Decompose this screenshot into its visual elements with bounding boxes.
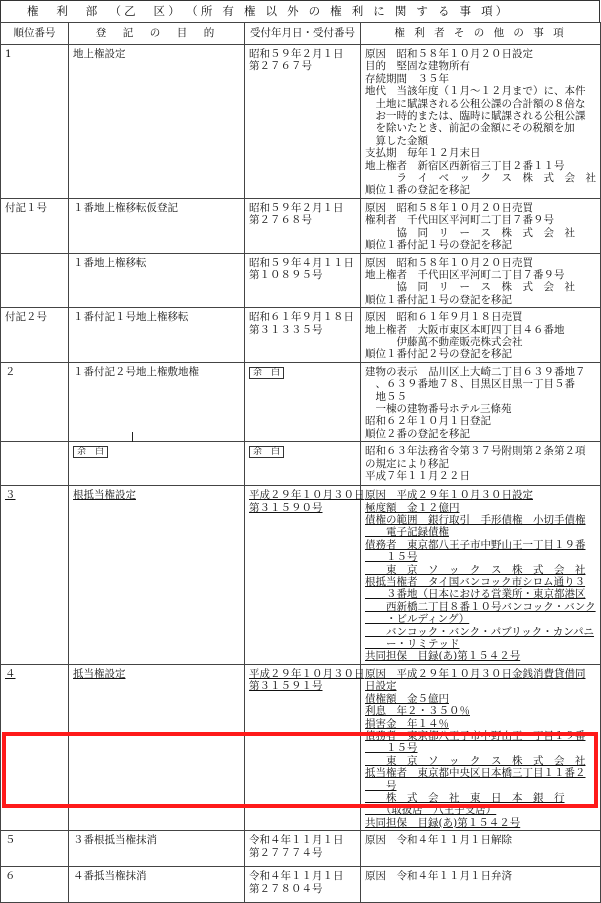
table-row (1, 867, 601, 903)
receipt-number: 第３１５９０号 (249, 501, 323, 514)
detail-line: 地上権者 千代田区平河町二丁目７番９号 (365, 268, 565, 281)
table-row (1, 486, 601, 665)
table-row (1, 831, 601, 867)
rank-cell (1, 664, 69, 830)
cursor-mark (132, 432, 133, 442)
table-row (1, 664, 601, 830)
detail-line: 順位１番付記２号の登記を移記 (365, 348, 512, 361)
detail-line: 抵当権者 東京都中央区日本橋三丁目１１番２ (365, 767, 586, 780)
detail-line: 東 京 ソ ッ ク ス 株 式 会 社 (365, 754, 586, 767)
details-cell (361, 362, 601, 441)
detail-line: 利息 年２・３５０％ (365, 705, 470, 718)
rank-value: ３ (5, 489, 16, 502)
receipt-date: 昭和５９年２月１日 (249, 48, 344, 60)
receipt-cell (245, 198, 361, 253)
rank-cell: 1 (1, 45, 69, 199)
receipt-date: 昭和６１年９月１８日 (249, 311, 354, 324)
detail-line: 原因 昭和５８年１０月２０日設定 (365, 48, 533, 60)
table-row (1, 198, 601, 253)
col-details-header: 権 利 者 そ の 他 の 事 項 (361, 23, 601, 45)
details-cell (361, 198, 601, 253)
receipt-cell (245, 867, 361, 903)
receipt-cell (245, 362, 361, 441)
detail-line: 原因 昭和５８年１０月２０日売買 (365, 201, 533, 214)
receipt-cell (245, 308, 361, 363)
purpose-value: 根抵当権設定 (73, 489, 136, 502)
detail-line: 、６３９番地７８、目黒区目黒一丁目５番 (365, 378, 575, 391)
receipt-number: 第２７６８号 (249, 214, 312, 227)
detail-line: の規定により移記 (365, 457, 449, 470)
detail-line: 原因 令和４年１１月１日弁済 (365, 870, 512, 883)
receipt-date: 昭和５９年４月１１日 (249, 256, 354, 269)
purpose-cell: １番地上権移転 (69, 253, 245, 308)
rank-cell (1, 442, 69, 486)
receipt-cell (245, 831, 361, 867)
detail-line: バンコック・バンク・パブリック・カンパニ (365, 625, 595, 638)
detail-line: 地代 当該年度（１月～１２月まで）に、本件 (365, 85, 586, 98)
blank-tag: 余 白 (249, 367, 284, 379)
details-cell (361, 45, 601, 199)
purpose-cell: １番付記１号地上権移転 (69, 308, 245, 363)
detail-line: 西新橋二丁目８番１０号バンコック・バンク (365, 600, 596, 613)
detail-line: 建物の表示 品川区上大崎二丁目６３９番地７ (365, 365, 586, 378)
blank-tag: 余 白 (73, 446, 108, 458)
purpose-cell: ４番抵当権抹消 (69, 867, 245, 903)
detail-line: 協 同 リ ー ス 株 式 会 社 (365, 281, 575, 294)
col-purpose-header: 登 記 の 目 的 (69, 23, 245, 45)
details-cell (361, 867, 601, 903)
rank-cell (1, 486, 69, 665)
detail-line: 日設定 (365, 680, 397, 693)
rank-cell: 付記２号 (1, 308, 69, 363)
receipt-cell (245, 45, 361, 199)
detail-line: 土地に賦課される公租公課の合計額の８倍な (365, 97, 586, 110)
detail-line: 債務者 東京都八王子市中野山王一丁目１９番 (365, 729, 586, 742)
rank-cell: ２ (1, 362, 69, 441)
header-row (1, 23, 601, 45)
receipt-date: 令和４年１１月１日 (249, 834, 344, 847)
detail-line: 株 式 会 社 東 日 本 銀 行 (365, 791, 565, 804)
detail-line: １５号 (365, 551, 418, 564)
table-row (1, 253, 601, 308)
detail-line: ・ビルディング） (365, 613, 470, 626)
receipt-date: 令和４年１１月１日 (249, 870, 344, 883)
receipt-number: 第２７６７号 (249, 60, 312, 73)
detail-line: １５号 (365, 742, 418, 755)
purpose-cell (69, 442, 245, 486)
detail-line: 伊藤萬不動産販売株式会社 (365, 335, 523, 348)
detail-line: 昭和６２年１０月１日登記 (365, 415, 491, 428)
details-cell (361, 486, 601, 665)
detail-line: を除いたとき、前記の金額にその税額を加 (365, 122, 575, 135)
section-header: 権 利 部 （乙 区） （所 有 権 以 外 の 権 利 に 関 す る 事 項） (0, 0, 600, 22)
receipt-number: 第２７７７４号 (249, 846, 323, 859)
detail-line: 順位１番付記１号の登記を移記 (365, 293, 512, 306)
receipt-number: 第３１３３５号 (249, 323, 323, 336)
purpose-cell: ３番根抵当権抹消 (69, 831, 245, 867)
detail-line: 目的 堅固な建物所有 (365, 60, 470, 73)
detail-line: 原因 令和４年１１月１日解除 (365, 834, 512, 847)
detail-line: 原因 昭和６１年９月１８日売買 (365, 311, 523, 324)
detail-line: ３番地（日本における営業所・東京都港区 (365, 588, 586, 601)
rank-cell: 付記１号 (1, 198, 69, 253)
receipt-number: 第１０８９５号 (249, 268, 323, 281)
detail-line: 昭和６３年法務省令第３７号附則第２条第２項 (365, 445, 586, 458)
table-row (1, 442, 601, 486)
detail-line: 権利者 千代田区平河町二丁目７番９号 (365, 214, 554, 227)
detail-line: ラ イ ベ ッ ク ス 株 式 会 社 (365, 172, 596, 185)
detail-line: 地上権者 新宿区西新宿三丁目２番１１号 (365, 159, 565, 172)
receipt-number: 第２７８０４号 (249, 882, 323, 895)
table-row (1, 362, 601, 441)
detail-line: 順位１番の登記を移記 (365, 184, 470, 197)
detail-line: 共同担保 目録(あ)第１５４２号 (365, 816, 521, 829)
detail-line: 極度額 金１２億円 (365, 501, 460, 514)
detail-line: 順位１番付記１号の登記を移記 (365, 239, 512, 252)
detail-line: 地上権者 大阪市東区本町四丁目４６番地 (365, 323, 565, 336)
detail-line: 一棟の建物番号ホテル三條苑 (365, 402, 512, 415)
details-cell (361, 308, 601, 363)
detail-line: 号 (365, 779, 397, 792)
registry-table (0, 22, 601, 903)
purpose-value: 抵当権設定 (73, 667, 126, 680)
detail-line: 債務者 東京都八王子市中野山王一丁目１９番 (365, 538, 586, 551)
detail-line: 順位２番の登記を移記 (365, 427, 470, 440)
detail-line: 原因 昭和５８年１０月２０日売買 (365, 256, 533, 269)
detail-line: 平成７年１１月２２日 (365, 470, 470, 482)
details-cell (361, 442, 601, 486)
rank-value: ４ (5, 667, 16, 680)
detail-line: お一時的または、臨時に賦課される公租公課 (365, 110, 586, 123)
detail-line: 支払期 毎年１２月末日 (365, 147, 481, 160)
detail-line: 共同担保 目録(あ)第１５４２号 (365, 650, 521, 663)
details-cell (361, 253, 601, 308)
detail-line: 電子記録債権 (365, 526, 449, 539)
detail-line: （取扱店 八王子支店） (365, 804, 497, 817)
detail-line: 債権の範囲 銀行取引 手形債権 小切手債権 (365, 514, 586, 526)
receipt-number: 第３１５９１号 (249, 680, 323, 693)
receipt-date: 昭和５９年２月１日 (249, 201, 344, 214)
purpose-cell: １番地上権移転仮登記 (69, 198, 245, 253)
receipt-cell (245, 442, 361, 486)
blank-tag: 余 白 (249, 446, 284, 458)
rank-cell: ５ (1, 831, 69, 867)
receipt-cell (245, 253, 361, 308)
table-row (1, 45, 601, 199)
rank-cell (1, 253, 69, 308)
receipt-date: 平成２９年１０月３０日 (249, 667, 365, 680)
detail-line: 原因 平成２９年１０月３０日金銭消費貸借同 (365, 667, 586, 680)
table-row (1, 308, 601, 363)
purpose-cell (69, 664, 245, 830)
purpose-cell (69, 486, 245, 665)
detail-line: 存続期間 ３５年 (365, 72, 449, 85)
rank-cell: ６ (1, 867, 69, 903)
detail-line: 地５５ (365, 390, 407, 403)
purpose-cell: 地上権設定 (69, 45, 245, 199)
details-cell (361, 831, 601, 867)
col-receipt-header: 受付年月日・受付番号 (245, 23, 361, 45)
receipt-cell (245, 664, 365, 830)
detail-line: 損害金 年１４％ (365, 717, 449, 730)
detail-line: 債権額 金５億円 (365, 692, 449, 705)
detail-line: 算した金額 (365, 134, 428, 147)
details-cell (361, 664, 601, 830)
purpose-cell: １番付記２号地上権敷地権 (69, 362, 245, 441)
detail-line: 東 京 ソ ッ ク ス 株 式 会 社 (365, 563, 586, 576)
detail-line: 根抵当権者 タイ国バンコック市シロム通り３ (365, 576, 586, 589)
col-rank-header: 順位番号 (1, 23, 69, 45)
detail-line: 原因 平成２９年１０月３０日設定 (365, 489, 533, 502)
receipt-cell (245, 486, 365, 665)
detail-line: ー・リミテッド (365, 638, 460, 651)
detail-line: 協 同 リ ー ス 株 式 会 社 (365, 226, 575, 239)
receipt-date: 平成２９年１０月３０日 (249, 489, 365, 502)
